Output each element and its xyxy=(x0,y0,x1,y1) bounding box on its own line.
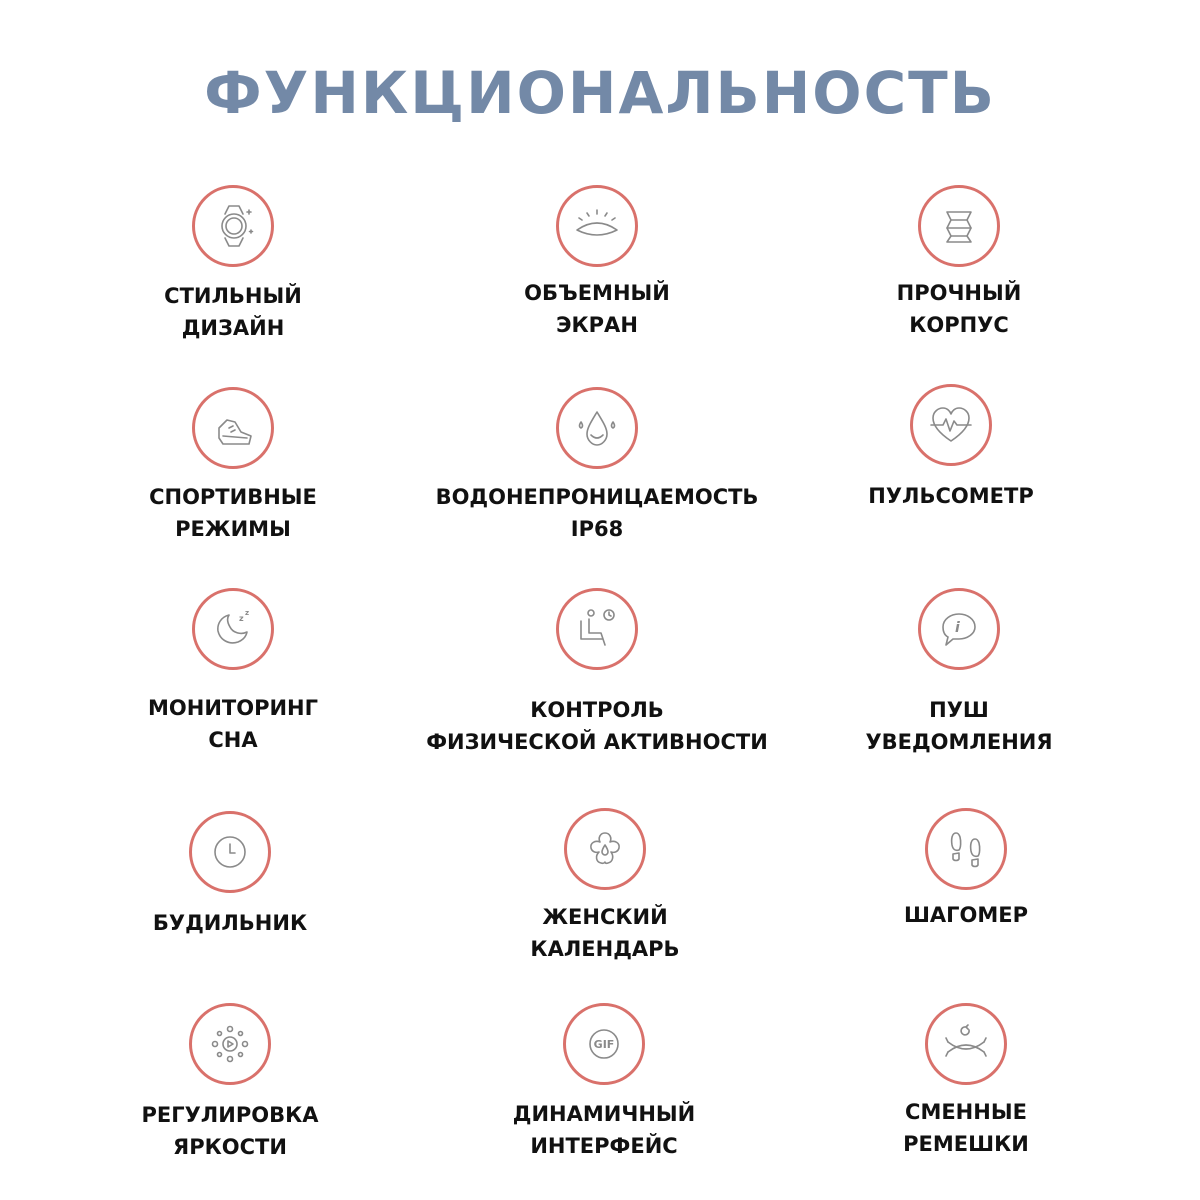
feature-label-line1: ПУЛЬСОМЕТР xyxy=(868,484,1034,508)
feature-label xyxy=(50,1099,410,1163)
brightness-icon xyxy=(200,1014,260,1074)
feature-icon-circle xyxy=(918,185,1000,267)
feature-label-line2: ЭКРАН xyxy=(556,313,638,337)
feature-icon-circle xyxy=(189,1003,271,1085)
feature-icon-circle xyxy=(925,1003,1007,1085)
feature-icon-circle xyxy=(564,808,646,890)
feature-label xyxy=(779,277,1139,341)
feature-label-line2: УВЕДОМЛЕНИЯ xyxy=(865,730,1053,754)
gif-icon-text: GIF xyxy=(593,1038,615,1051)
feature-label xyxy=(417,481,777,545)
strap-swap-icon xyxy=(936,1014,996,1074)
feature-label-line1: ПУШ xyxy=(929,698,989,722)
water-drop-icon xyxy=(567,398,627,458)
feature-label-line2: СНА xyxy=(208,728,258,752)
feature-label-line2: ЯРКОСТИ xyxy=(173,1135,287,1159)
feature-label-line2: РЕЖИМЫ xyxy=(175,517,291,541)
message-bubble-icon xyxy=(929,599,989,659)
feature-label-line1: МОНИТОРИНГ xyxy=(148,696,318,720)
feature-icon-circle xyxy=(192,387,274,469)
feature-label-line2: ФИЗИЧЕСКОЙ АКТИВНОСТИ xyxy=(426,730,768,754)
feature-icon-circle xyxy=(556,185,638,267)
flower-icon xyxy=(575,819,635,879)
feature-label-line1: ОБЪЕМНЫЙ xyxy=(524,281,670,305)
heart-pulse-icon xyxy=(921,395,981,455)
feature-label-line1: СПОРТИВНЫЕ xyxy=(149,485,317,509)
feature-label xyxy=(417,694,777,758)
feature-label xyxy=(53,692,413,756)
feature-icon-circle xyxy=(918,588,1000,670)
feature-label xyxy=(786,1096,1146,1160)
feature-label-line1: БУДИЛЬНИК xyxy=(152,911,308,935)
feature-label xyxy=(53,280,413,344)
feature-label-line1: СМЕННЫЕ xyxy=(905,1100,1027,1124)
feature-icon-circle xyxy=(910,384,992,466)
feature-label xyxy=(417,277,777,341)
feature-label-line2: РЕМЕШКИ xyxy=(903,1132,1029,1156)
feature-label-line2: КАЛЕНДАРЬ xyxy=(530,937,680,961)
running-shoe-icon xyxy=(203,398,263,458)
feature-icon-circle xyxy=(925,808,1007,890)
svg-text:z: z xyxy=(239,614,244,623)
feature-label-line1: ЖЕНСКИЙ xyxy=(542,905,668,929)
page-title: ФУНКЦИОНАЛЬНОСТЬ xyxy=(204,59,996,127)
feature-label xyxy=(425,901,785,965)
feature-label-line1: ШАГОМЕР xyxy=(903,903,1029,927)
feature-label xyxy=(786,899,1146,931)
feature-label-line2: ИНТЕРФЕЙС xyxy=(530,1134,678,1158)
curved-screen-icon xyxy=(567,196,627,256)
feature-label-line2: КОРПУС xyxy=(909,313,1009,337)
feature-label xyxy=(771,480,1131,512)
svg-text:i: i xyxy=(955,620,960,636)
sitting-person-icon xyxy=(567,599,627,659)
svg-text:z: z xyxy=(245,609,250,617)
watch-icon xyxy=(203,196,263,256)
feature-label xyxy=(424,1098,784,1162)
gif-icon xyxy=(574,1014,634,1074)
feature-icon-circle xyxy=(192,185,274,267)
moon-sleep-icon xyxy=(203,599,263,659)
feature-icon-circle xyxy=(556,588,638,670)
footprints-icon xyxy=(936,819,996,879)
feature-icon-circle xyxy=(192,588,274,670)
feature-label-line1: СТИЛЬНЫЙ xyxy=(164,284,302,308)
layers-icon xyxy=(929,196,989,256)
feature-icon-circle xyxy=(189,811,271,893)
feature-icon-circle xyxy=(563,1003,645,1085)
feature-label xyxy=(50,907,410,939)
feature-label-line1: РЕГУЛИРОВКА xyxy=(141,1103,319,1127)
feature-label-line1: ДИНАМИЧНЫЙ xyxy=(512,1102,696,1126)
feature-label-line1: ПРОЧНЫЙ xyxy=(896,281,1022,305)
feature-label xyxy=(779,694,1139,758)
feature-label-line1: ВОДОНЕПРОНИЦАЕМОСТЬ xyxy=(435,485,759,509)
clock-icon xyxy=(200,822,260,882)
feature-label xyxy=(53,481,413,545)
feature-label-line2: IP68 xyxy=(570,517,624,541)
feature-icon-circle xyxy=(556,387,638,469)
feature-label-line2: ДИЗАЙН xyxy=(181,316,285,340)
feature-label-line1: КОНТРОЛЬ xyxy=(530,698,664,722)
